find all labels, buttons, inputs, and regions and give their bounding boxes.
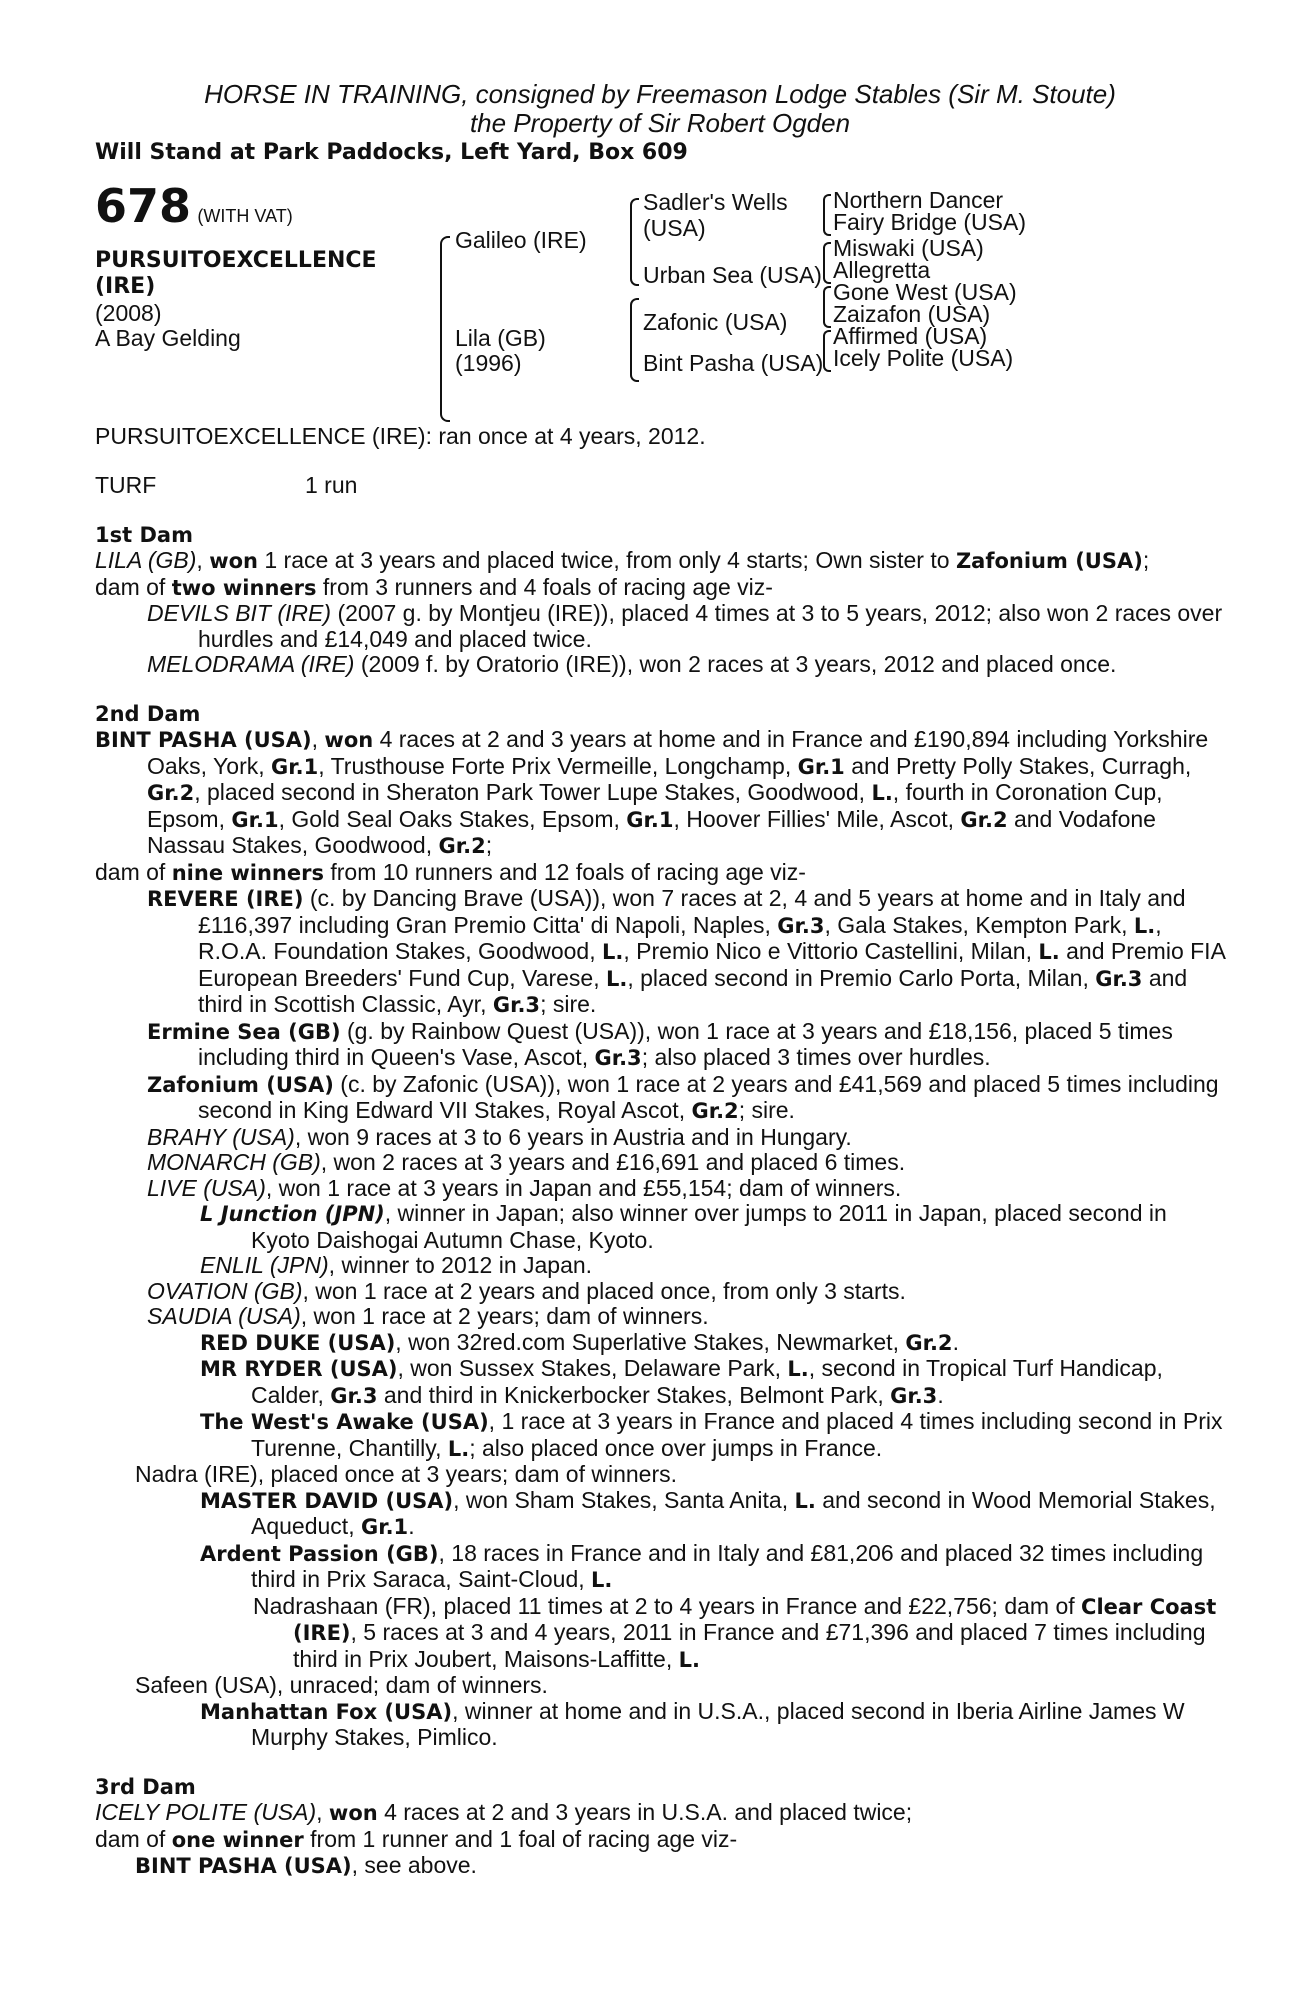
ped-ddd: Icely Polite (USA) — [833, 344, 1014, 371]
produce-l-junction: L Junction (JPN), winner in Japan; also winner over jumps to 2011 in Japan, placed second in Kyoto Daishogai Autumn Chase, Kyoto. — [200, 1200, 1167, 1253]
ped-sds: Miswaki (USA) — [833, 234, 984, 261]
third-dam-produce: dam of one winner from 1 runner and 1 foal of racing age viz- — [95, 1825, 738, 1852]
sire-line-bracket — [630, 198, 639, 286]
first-dam-produce: dam of two winners from 3 runners and 4 foals of racing age viz- — [95, 573, 773, 600]
produce-nadra: Nadra (IRE), placed once at 3 years; dam of winners. — [135, 1461, 678, 1487]
bracket-1 — [823, 194, 831, 236]
catalogue-page — [95, 80, 1225, 1880]
third-dam-ref: BINT PASHA (USA), see above. — [135, 1852, 477, 1878]
produce-enlil: ENLIL (JPN), winner to 2012 in Japan. — [200, 1252, 593, 1278]
turf-record — [95, 473, 1225, 499]
produce-zafonium: Zafonium (USA) (c. by Zafonic (USA)), won 1 race at 2 years and £41,569 and placed 5 times including second in King Edward VII Stakes, Royal Ascot, Gr.2; sire. — [147, 1070, 1219, 1123]
produce-brahy: BRAHY (USA), won 9 races at 3 to 6 years in Austria and in Hungary. — [147, 1123, 852, 1150]
vat-label: (WITH VAT) — [197, 205, 293, 226]
produce-ardent-passion: Ardent Passion (GB), 18 races in France and in Italy and £81,206 and placed 32 times including third in Prix Saraca, Saint-Cloud, L. — [200, 1539, 1204, 1592]
pedigree-block — [95, 178, 1225, 436]
third-dam-section — [95, 1775, 1225, 1880]
dam: Lila (GB) — [455, 324, 546, 351]
property-line: the Property of Sir Robert Ogden — [469, 108, 851, 138]
produce-nadrashaan: Nadrashaan (FR), placed 11 times at 2 to 4 years in France and £22,756; dam of Clear Coast (IRE), 5 races at 3 and 4 years, 2011 in France and £71,396 and placed 7 times including third in Prix Joubert, Maisons-Laffitte, L. — [253, 1592, 1217, 1672]
lot-number: 678 — [95, 178, 192, 233]
produce-monarch: MONARCH (GB), won 2 races at 3 years and £16,691 and placed 6 times. — [147, 1149, 906, 1175]
lot-number-line — [95, 178, 293, 233]
second-dam-produce: dam of nine winners from 10 runners and 12 foals of racing age viz- — [95, 858, 806, 885]
consignor-line: HORSE IN TRAINING, consigned by Freemason Lodge Stables (Sir M. Stoute) — [204, 79, 1116, 109]
produce-wests-awake: The West's Awake (USA), 1 race at 3 years in France and placed 4 times including second in Prix Turenne, Chantilly, L.; also placed once over jumps in France. — [200, 1408, 1223, 1461]
bracket-2 — [823, 242, 831, 284]
ped-ssd: Fairy Bridge (USA) — [833, 208, 1026, 235]
first-dam-section — [95, 523, 1225, 678]
ped-sss: Northern Dancer — [833, 186, 1004, 213]
dam-line-bracket — [630, 298, 639, 382]
produce-live: LIVE (USA), won 1 race at 3 years in Japan and £55,154; dam of winners. — [147, 1174, 902, 1201]
produce-ovation: OVATION (GB), won 1 race at 2 years and placed once, from only 3 starts. — [147, 1277, 906, 1304]
sires-dam: Urban Sea (USA) — [643, 261, 822, 288]
produce-master-david: MASTER DAVID (USA), won Sham Stakes, Santa Anita, L. and second in Wood Memorial Stakes, Aqueduct, Gr.1. — [200, 1486, 1216, 1539]
produce-saudia: SAUDIA (USA), won 1 race at 2 years; dam of winners. — [147, 1303, 709, 1329]
produce-devils-bit: DEVILS BIT (IRE) (2007 g. by Montjeu (IRE)), placed 4 times at 3 to 5 years, 2012; also won 2 races over hurdles and £14,049 and placed twice. — [147, 600, 1223, 652]
sire-dam-bracket — [440, 236, 450, 422]
dam-year: (1996) — [455, 349, 522, 376]
ped-dds: Affirmed (USA) — [833, 322, 988, 349]
horse-country: (IRE) — [95, 273, 156, 299]
third-dam-record: ICELY POLITE (USA), won 4 races at 2 and 3 years in U.S.A. and placed twice; — [95, 1799, 913, 1825]
ped-sdd: Allegretta — [833, 256, 931, 283]
ped-dsd: Zaizafon (USA) — [833, 300, 991, 327]
sires-sire: Sadler's Wells — [643, 188, 788, 215]
produce-safeen: Safeen (USA), unraced; dam of winners. — [135, 1672, 548, 1698]
horse-name: PURSUITOEXCELLENCE — [95, 247, 377, 273]
bracket-3 — [823, 286, 831, 328]
produce-mr-ryder: MR RYDER (USA), won Sussex Stakes, Delaware Park, L., second in Tropical Turf Handicap, Calder, Gr.3 and third in Knickerbocker Stakes, Belmont Park, Gr.3. — [200, 1355, 1163, 1408]
produce-red-duke: RED DUKE (USA), won 32red.com Superlative Stakes, Newmarket, Gr.2. — [200, 1328, 959, 1355]
turf-value: 1 run — [305, 472, 358, 498]
first-dam-record: LILA (GB), won 1 race at 3 years and placed twice, from only 4 starts; Own sister to Zafonium (USA); — [95, 547, 1150, 573]
sire: Galileo (IRE) — [455, 226, 587, 253]
dams-dam: Bint Pasha (USA) — [643, 349, 824, 376]
ped-dss: Gone West (USA) — [833, 278, 1017, 305]
horse-year: (2008) — [95, 299, 162, 326]
produce-revere: REVERE (IRE) (c. by Dancing Brave (USA)), won 7 races at 2, 4 and 5 years at home and in Italy and £116,397 including Gran Premio Citta' di Napoli, Naples, Gr.3, Gala Stakes, Kempton Park, L., R.O.A. Foundation Stakes, Goodwood, L., Premio Nico e Vittorio Castellini, Milan, L. and Premio FIA European Breeders' Fund Cup, Varese, L., placed second in Premio Carlo Porta, Milan, Gr.3 and third in Scottish Classic, Ayr, Gr.3; sire. — [147, 885, 1225, 1017]
stand-location: Will Stand at Park Paddocks, Left Yard, Box 609 — [95, 140, 688, 165]
second-dam-record: BINT PASHA (USA), won 4 races at 2 and 3 years at home and in France and £190,894 including Yorkshire Oaks, York, Gr.1, Trusthouse Forte Prix Vermeille, Longchamp, Gr.1 and Pretty Polly Stakes, Curragh, Gr.2, placed second in Sheraton Park Tower Lupe Stakes, Goodwood, L., fourth in Coronation Cup, Epsom, Gr.1, Gold Seal Oaks Stakes, Epsom, Gr.1, Hoover Fillies' Mile, Ascot, Gr.2 and Vodafone Nassau Stakes, Goodwood, Gr.2; — [95, 726, 1209, 858]
first-dam-heading: 1st Dam — [95, 522, 193, 547]
produce-manhattan-fox: Manhattan Fox (USA), winner at home and in U.S.A., placed second in Iberia Airline James W Murphy Stakes, Pimlico. — [200, 1697, 1185, 1750]
bracket-4 — [823, 330, 831, 372]
second-dam-section — [95, 702, 1225, 1751]
horse-description: A Bay Gelding — [95, 324, 241, 351]
produce-melodrama: MELODRAMA (IRE) (2009 f. by Oratorio (IRE)), won 2 races at 3 years, 2012 and placed once. — [147, 651, 1117, 677]
second-dam-heading: 2nd Dam — [95, 701, 201, 726]
turf-label: TURF — [95, 472, 157, 498]
produce-ermine-sea: Ermine Sea (GB) (g. by Rainbow Quest (USA)), won 1 race at 3 years and £18,156, placed 5 times including third in Queen's Vase, Ascot, Gr.3; also placed 3 times over hurdles. — [147, 1017, 1173, 1070]
dams-sire: Zafonic (USA) — [643, 308, 788, 335]
race-summary: PURSUITOEXCELLENCE (IRE): ran once at 4 years, 2012. — [95, 422, 706, 449]
sires-sire-country: (USA) — [643, 214, 706, 241]
third-dam-heading: 3rd Dam — [95, 1774, 196, 1799]
